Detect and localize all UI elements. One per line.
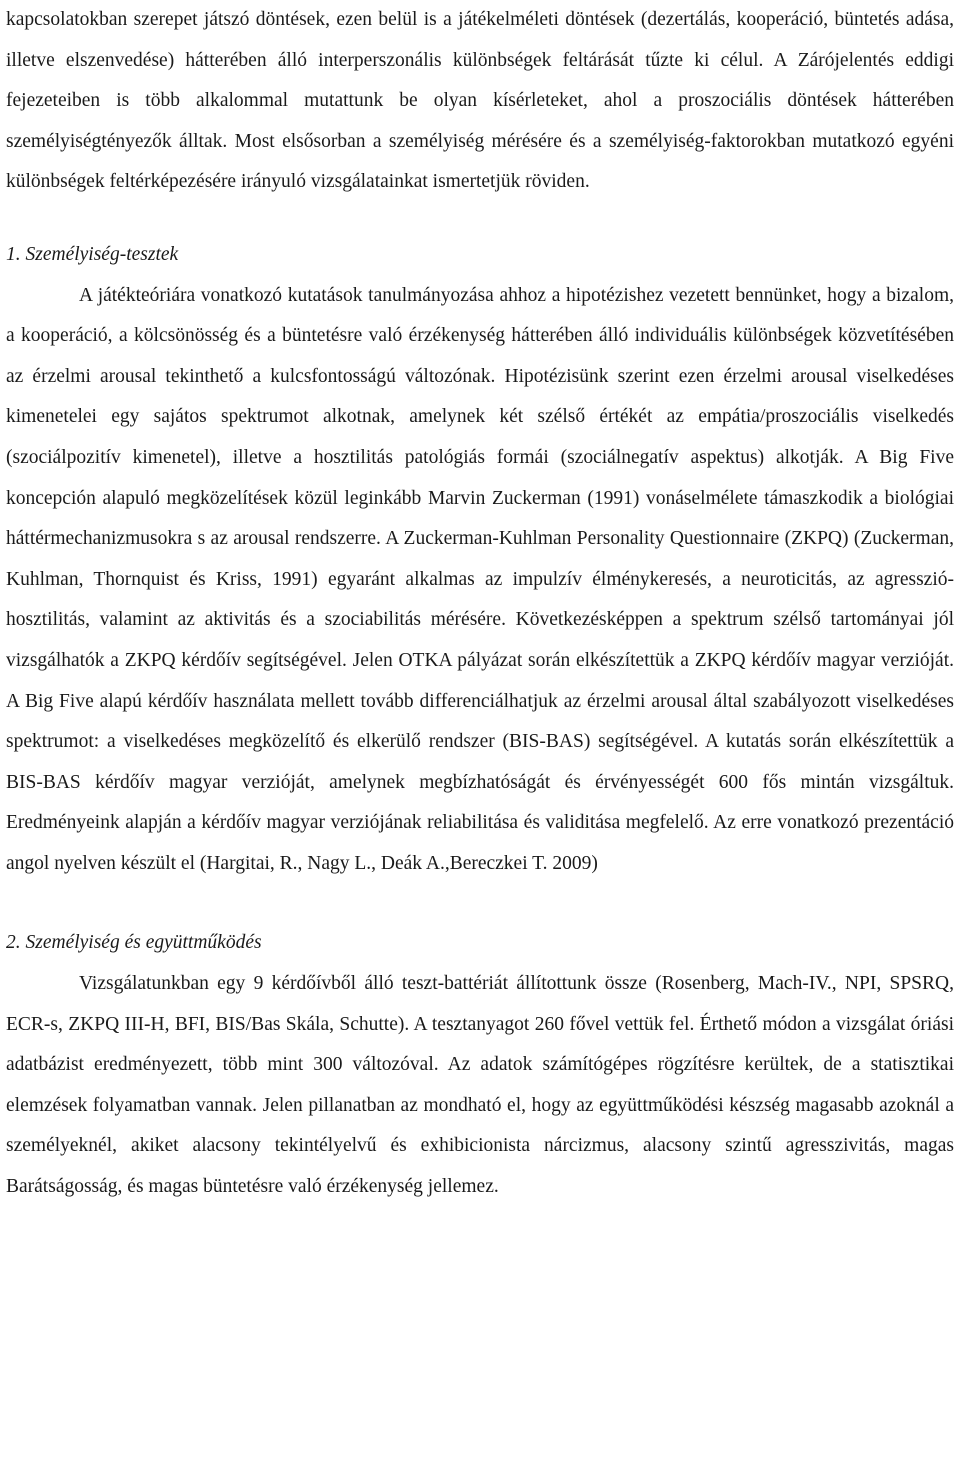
document-page bbox=[6, 0, 954, 1208]
section-1-heading: 1. Személyiség-tesztek bbox=[6, 243, 179, 265]
section-1-body: A játékteóriára vonatkozó kutatások tanulmányozása ahhoz a hipotézishez vezetett bennünket, hogy a bizalom, a kooperáció, a kölcsönösség és a büntetésre való érzékenység hátterében álló individuális különbségek közvetítésében az érzelmi arousal tekinthető a kulcsfontosságú változónak. Hipotézisünk szerint ezen érzelmi arousal viselkedéses kimenetelei egy sajátos spektrumot alkotnak, amelynek két szélső értékét az empátia/proszociális viselkedés (szociálpozitív kimenetel), illetve a hosztilitás patológiás formái (szociálnegatív aspektus) alkotják. A Big Five koncepción alapuló megközelítések közül leginkább Marvin Zuckerman (1991) vonáselmélete támaszkodik a biológiai háttérmechanizmusokra s az arousal rendszerre. A Zuckerman-Kuhlman Personality Questionnaire (ZKPQ) (Zuckerman, Kuhlman, Thornquist és Kriss, 1991) egyaránt alkalmas az impulzív élménykeresés, a neuroticitás, az agresszió-hosztilitás, valamint az aktivitás és a szociabilitás mérésére. Következésképpen a spektrum szélső tartományai jól vizsgálhatók a ZKPQ kérdőív segítségével. Jelen OTKA pályázat során elkészítettük a ZKPQ kérdőív magyar verzióját. A Big Five alapú kérdőív használata mellett tovább differenciálhatjuk az érzelmi arousal által szabályozott viselkedéses spektrumot: a viselkedéses megközelítő és elkerülő rendszer (BIS-BAS) segítségével. A kutatás során elkészítettük a BIS-BAS kérdőív magyar verzióját, amelynek megbízhatóságát és érvényességét 600 fős mintán vizsgáltuk. Eredményeink alapján a kérdőív magyar verziójának reliabilitása és validitása megfelelő. Az erre vonatkozó prezentáció angol nyelven készült el (Hargitai, R., Nagy L., Deák A.,Bereczkei T. 2009) bbox=[6, 284, 954, 874]
section-2-heading: 2. Személyiség és együttműködés bbox=[6, 932, 262, 954]
section-2-body: Vizsgálatunkban egy 9 kérdőívből álló teszt-battériát állítottunk össze (Rosenberg, Mach-IV., NPI, SPSRQ, ECR-s, ZKPQ III-H, BFI, BIS/Bas Skála, Schutte). A tesztanyagot 260 fővel vettük fel. Érthető módon a vizsgálat óriási adatbázist eredményezett, több mint 300 változóval. Az adatok számítógépes rögzítésre kerültek, de a statisztikai elemzések folyamatban vannak. Jelen pillanatban az mondható el, hogy az együttműködési készség magasabb azoknál a személyeknél, akiket alacsony tekintélyelvű és exhibicionista nárcizmus, alacsony szintű agresszivitás, magas Barátságosság, és magas büntetésre való érzékenység jellemez. bbox=[6, 973, 954, 1198]
intro-paragraph: kapcsolatokban szerepet játszó döntések, ezen belül is a játékelméleti döntések (dezertálás, kooperáció, büntetés adása, illetve elszenvedése) hátterében álló interperszonális különbségek feltárását tűzte ki célul. A Zárójelentés eddigi fejezeteiben is több alkalommal mutattunk be olyan kísérleteket, ahol a proszociális döntések hátterében személyiségtényezők álltak. Most elsősorban a személyiség mérésére és a személyiség-faktorokban mutatkozó egyéni különbségek feltérképezésére irányuló vizsgálatainkat ismertetjük röviden. bbox=[6, 9, 954, 193]
